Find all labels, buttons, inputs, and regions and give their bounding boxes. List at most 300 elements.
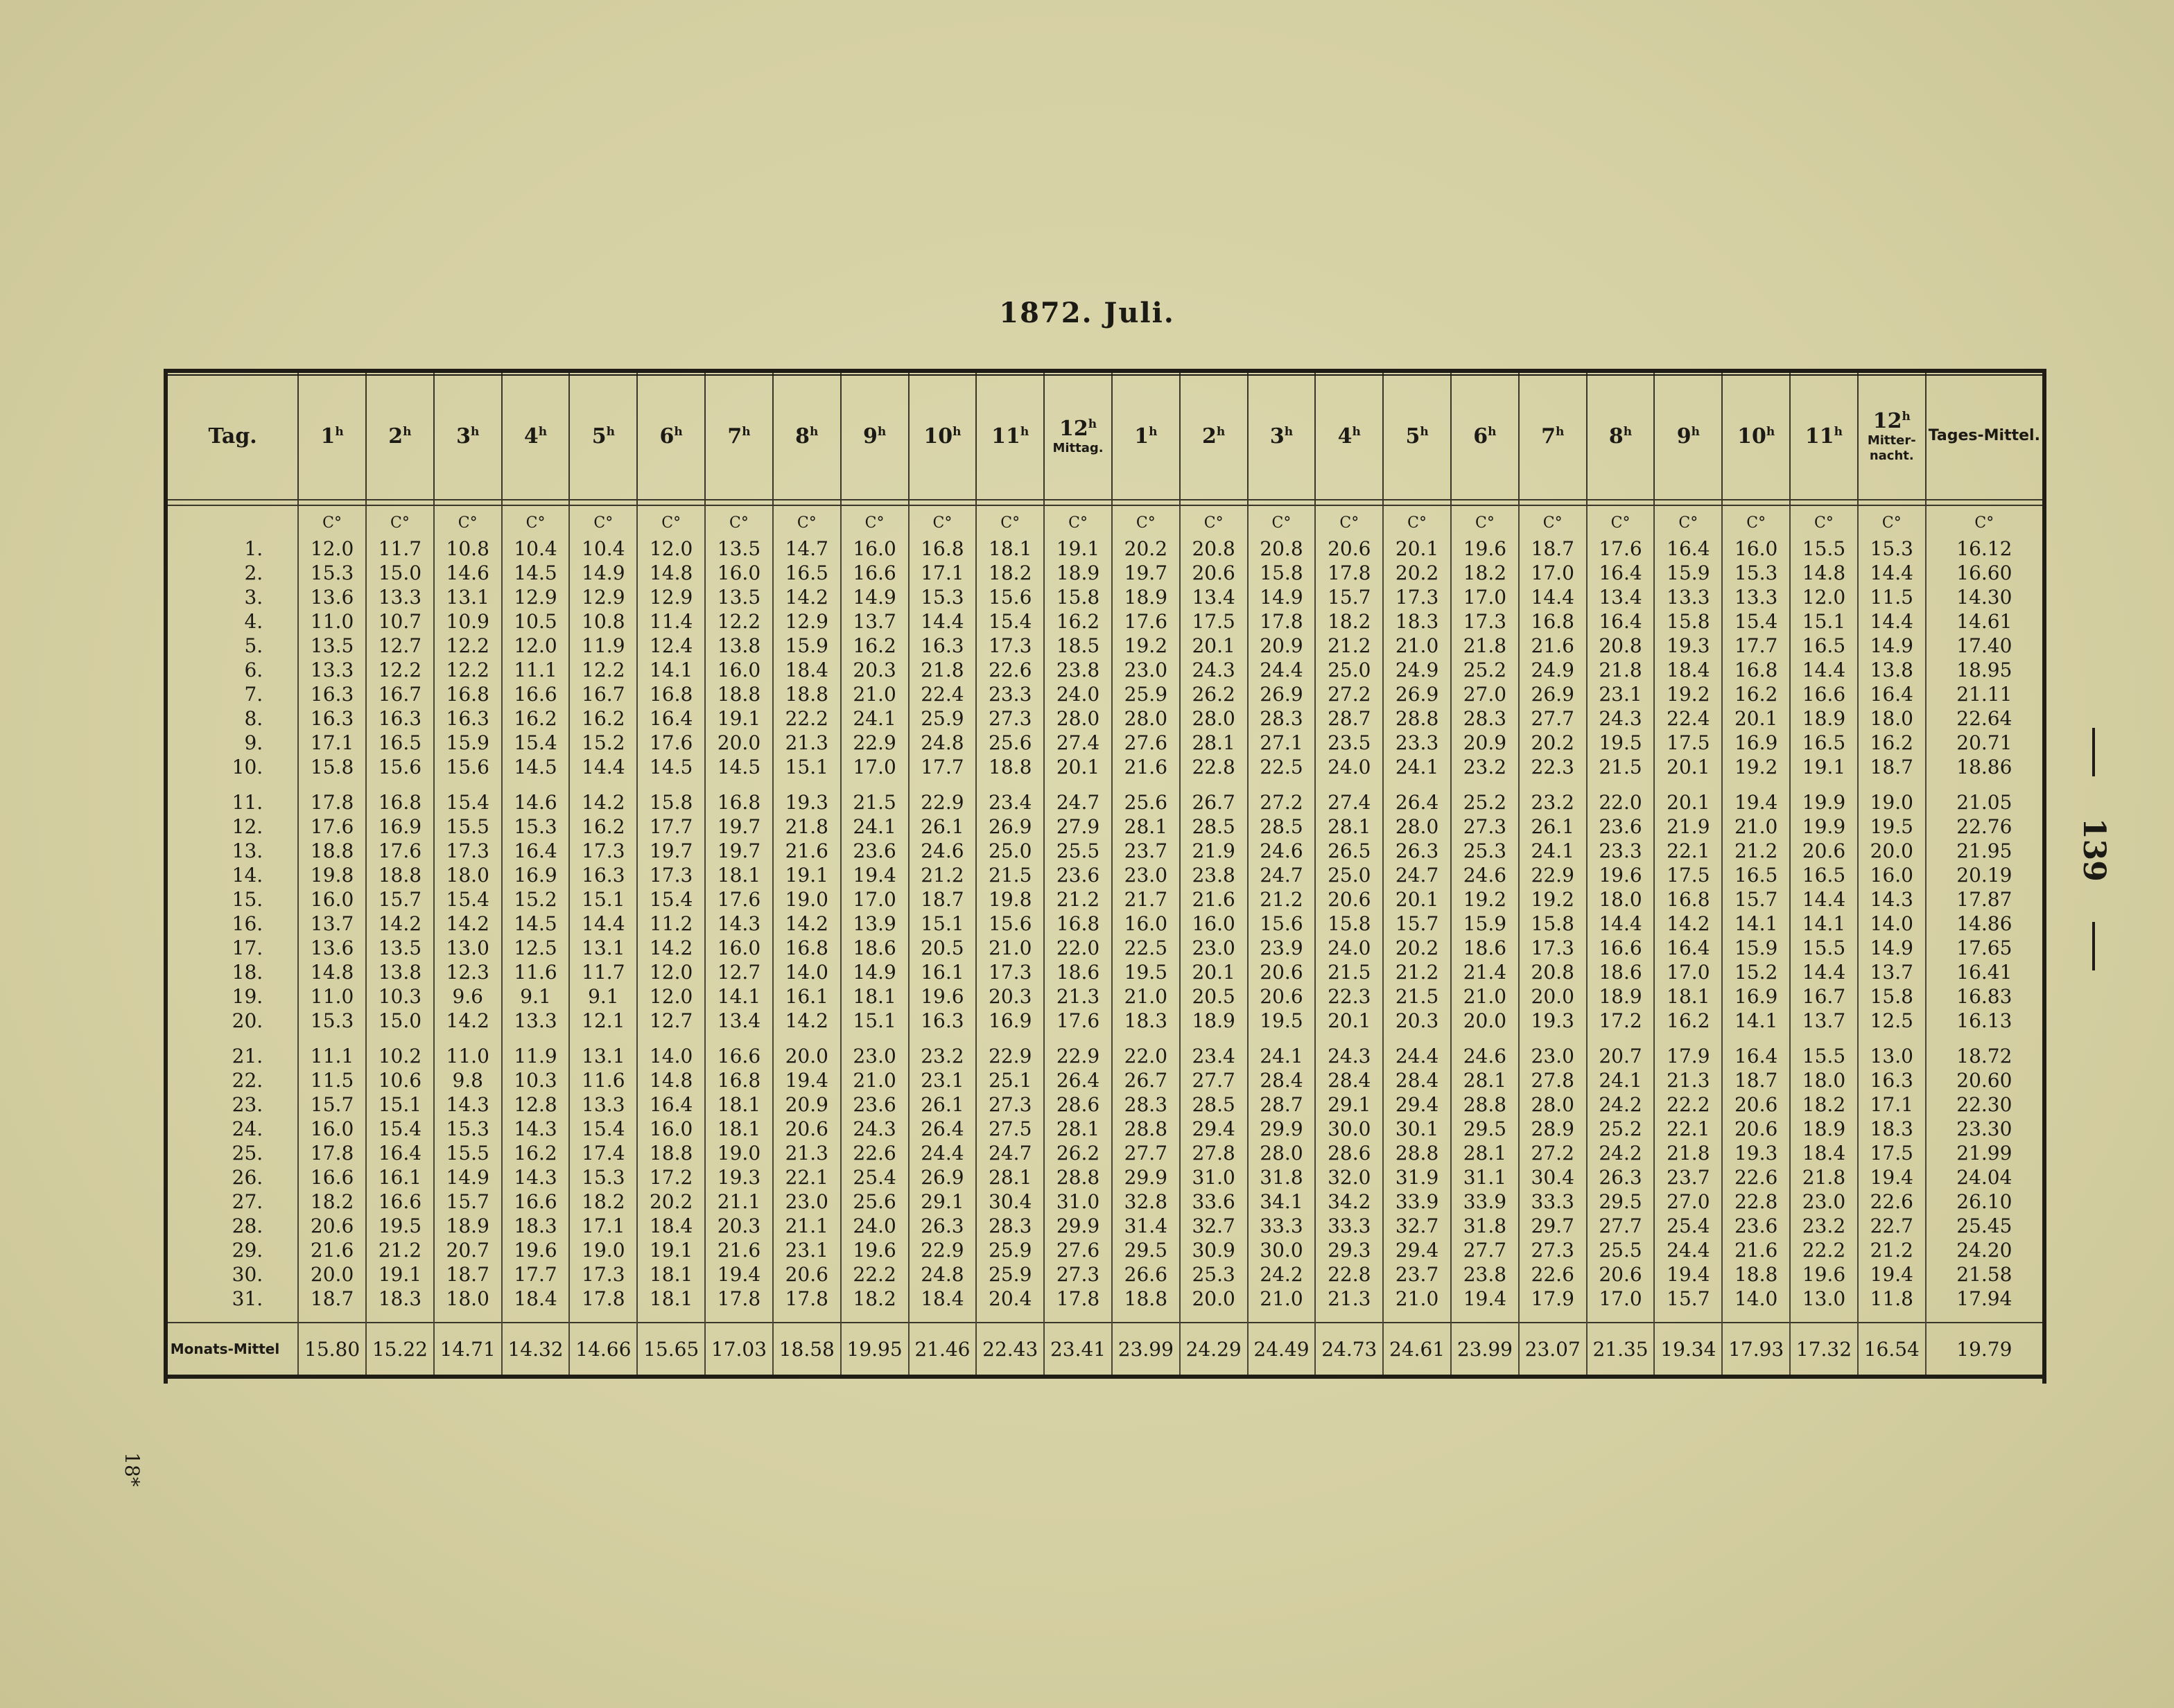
temperature-cell: 10.9 — [434, 609, 502, 634]
temperature-cell: 22.2 — [1654, 1092, 1722, 1117]
daily-mean-cell: 22.64 — [1956, 707, 2012, 730]
hour-number: 12 — [1059, 416, 1088, 441]
day-label: 9. — [168, 731, 298, 755]
temperature-cell: 24.4 — [1383, 1044, 1451, 1068]
temperature-cell: 15.7 — [1383, 912, 1451, 936]
daily-mean-cell: 22.76 — [1956, 815, 2012, 838]
temperature-cell: 11.8 — [1858, 1287, 1926, 1311]
temperature-cell: 16.5 — [1790, 634, 1858, 658]
temperature-cell: 12.0 — [1790, 585, 1858, 609]
temperature-cell: 14.5 — [502, 912, 570, 936]
temperature-cell: 15.1 — [841, 1009, 909, 1033]
temperature-cell: 23.5 — [1315, 731, 1383, 755]
monthly-mean-cell: 18.58 — [773, 1323, 841, 1377]
temperature-cell: 20.0 — [1451, 1009, 1519, 1033]
header-hour-17 — [1383, 373, 1451, 500]
daily-mean-cell: 16.83 — [1956, 985, 2012, 1008]
unit-label: C° — [705, 505, 773, 537]
table-row — [168, 755, 2042, 779]
hour-suffix: h — [1284, 424, 1294, 439]
temperature-cell: 18.2 — [1315, 609, 1383, 634]
temperature-cell: 15.4 — [1722, 609, 1790, 634]
temperature-cell: 17.6 — [637, 731, 705, 755]
temperature-cell: 22.5 — [1248, 755, 1316, 779]
temperature-cell: 23.0 — [1790, 1190, 1858, 1214]
temperature-cell: 31.4 — [1112, 1214, 1180, 1238]
temperature-cell: 28.8 — [1044, 1165, 1112, 1190]
temperature-cell: 23.3 — [976, 682, 1044, 706]
monthly-mean-cell: 23.41 — [1044, 1323, 1112, 1377]
temperature-cell: 16.9 — [502, 863, 570, 887]
temperature-cell: 18.2 — [976, 561, 1044, 585]
temperature-cell: 14.5 — [502, 755, 570, 779]
temperature-cell: 12.4 — [637, 634, 705, 658]
monthly-mean-cell: 24.49 — [1248, 1323, 1316, 1377]
daily-mean-cell: 14.61 — [1956, 610, 2012, 633]
temperature-cell: 19.1 — [1044, 537, 1112, 561]
temperature-cell: 13.1 — [434, 585, 502, 609]
temperature-cell: 28.8 — [1383, 1141, 1451, 1165]
header-hour-4 — [502, 373, 570, 500]
temperature-cell: 12.2 — [366, 658, 434, 682]
temperature-cell: 14.3 — [1858, 887, 1926, 912]
temperature-cell: 23.6 — [841, 839, 909, 863]
temperature-cell: 13.4 — [1587, 585, 1655, 609]
temperature-cell: 13.3 — [569, 1092, 637, 1117]
temperature-cell: 18.1 — [1654, 984, 1722, 1009]
temperature-cell: 18.8 — [773, 682, 841, 706]
temperature-cell: 16.0 — [705, 658, 773, 682]
temperature-cell: 17.2 — [1587, 1009, 1655, 1033]
temperature-cell: 11.7 — [569, 960, 637, 984]
temperature-cell: 24.2 — [1587, 1092, 1655, 1117]
temperature-cell: 17.7 — [502, 1262, 570, 1287]
hour-suffix: h — [953, 424, 962, 439]
temperature-cell: 15.9 — [1722, 936, 1790, 960]
temperature-cell: 22.9 — [909, 790, 977, 814]
temperature-cell: 18.4 — [637, 1214, 705, 1238]
temperature-cell: 15.3 — [1858, 537, 1926, 561]
temperature-cell: 22.0 — [1112, 1044, 1180, 1068]
table-row — [168, 1092, 2042, 1117]
temperature-cell: 13.1 — [569, 936, 637, 960]
temperature-cell: 10.7 — [366, 609, 434, 634]
temperature-cell: 13.8 — [1858, 658, 1926, 682]
temperature-cell: 12.2 — [705, 609, 773, 634]
temperature-cell: 14.2 — [773, 585, 841, 609]
temperature-cell: 26.9 — [909, 1165, 977, 1190]
temperature-cell: 22.1 — [773, 1165, 841, 1190]
unit-label: C° — [909, 505, 977, 537]
temperature-cell: 21.5 — [1315, 960, 1383, 984]
temperature-cell: 33.9 — [1451, 1190, 1519, 1214]
temperature-cell: 15.6 — [434, 755, 502, 779]
temperature-cell: 15.9 — [1451, 912, 1519, 936]
temperature-cell: 18.3 — [502, 1214, 570, 1238]
temperature-cell: 14.3 — [502, 1117, 570, 1141]
temperature-cell: 26.3 — [1587, 1165, 1655, 1190]
header-hour-3 — [434, 373, 502, 500]
hour-suffix: h — [1766, 424, 1775, 439]
temperature-cell: 15.4 — [434, 790, 502, 814]
temperature-cell: 23.2 — [909, 1044, 977, 1068]
hour-suffix: h — [1088, 417, 1097, 431]
monthly-mean-cell: 15.22 — [366, 1323, 434, 1377]
temperature-cell: 24.6 — [1451, 1044, 1519, 1068]
temperature-cell: 17.6 — [1587, 537, 1655, 561]
temperature-cell: 14.9 — [1858, 936, 1926, 960]
temperature-cell: 20.6 — [1790, 839, 1858, 863]
temperature-cell: 14.6 — [502, 790, 570, 814]
header-hour-20 — [1587, 373, 1655, 500]
unit-label: C° — [1974, 514, 1994, 532]
temperature-cell: 16.8 — [637, 682, 705, 706]
day-label: 19. — [168, 984, 298, 1009]
temperature-cell: 17.6 — [705, 887, 773, 912]
temperature-cell: 23.3 — [1587, 839, 1655, 863]
temperature-cell: 19.2 — [1112, 634, 1180, 658]
page-number-rule-top — [2092, 728, 2095, 776]
temperature-cell: 20.6 — [1248, 960, 1316, 984]
temperature-cell: 22.4 — [1654, 706, 1722, 731]
temperature-cell: 21.5 — [841, 790, 909, 814]
temperature-cell: 34.2 — [1315, 1190, 1383, 1214]
temperature-cell: 19.4 — [1451, 1287, 1519, 1311]
temperature-cell: 19.8 — [976, 887, 1044, 912]
temperature-cell: 18.7 — [909, 887, 977, 912]
temperature-cell: 24.7 — [976, 1141, 1044, 1165]
unit-label: C° — [1790, 505, 1858, 537]
temperature-cell: 20.6 — [1722, 1092, 1790, 1117]
monthly-mean-cell: 24.61 — [1383, 1323, 1451, 1377]
temperature-cell: 18.6 — [1451, 936, 1519, 960]
hour-number: 12 — [1872, 408, 1902, 433]
temperature-cell: 19.6 — [909, 984, 977, 1009]
daily-mean-cell: 20.19 — [1956, 864, 2012, 887]
temperature-cell: 20.9 — [773, 1092, 841, 1117]
temperature-cell: 16.3 — [366, 706, 434, 731]
temperature-cell: 28.8 — [1383, 706, 1451, 731]
temperature-cell: 15.1 — [773, 755, 841, 779]
temperature-cell: 30.4 — [1519, 1165, 1587, 1190]
temperature-cell: 22.6 — [1722, 1165, 1790, 1190]
temperature-cell: 19.7 — [637, 839, 705, 863]
temperature-cell: 22.8 — [1315, 1262, 1383, 1287]
temperature-cell: 27.7 — [1180, 1068, 1248, 1092]
temperature-cell: 12.7 — [366, 634, 434, 658]
temperature-cell: 18.1 — [705, 1117, 773, 1141]
temperature-cell: 15.8 — [1858, 984, 1926, 1009]
unit-label: C° — [1519, 505, 1587, 537]
temperature-cell: 27.7 — [1587, 1214, 1655, 1238]
temperature-cell: 31.9 — [1383, 1165, 1451, 1190]
temperature-cell: 21.6 — [1519, 634, 1587, 658]
temperature-cell: 19.3 — [1519, 1009, 1587, 1033]
temperature-cell: 21.8 — [909, 658, 977, 682]
temperature-cell: 20.1 — [1654, 755, 1722, 779]
temperature-cell: 21.6 — [1722, 1238, 1790, 1262]
temperature-cell: 20.6 — [1587, 1262, 1655, 1287]
temperature-cell: 17.7 — [1722, 634, 1790, 658]
temperature-cell: 17.8 — [1315, 561, 1383, 585]
temperature-cell: 14.9 — [1248, 585, 1316, 609]
temperature-cell: 22.2 — [773, 706, 841, 731]
unit-label: C° — [1858, 505, 1926, 537]
temperature-cell: 22.9 — [1519, 863, 1587, 887]
hour-suffix: h — [1420, 424, 1429, 439]
temperature-cell: 22.5 — [1112, 936, 1180, 960]
temperature-cell: 18.1 — [705, 1092, 773, 1117]
temperature-cell: 16.2 — [1858, 731, 1926, 755]
temperature-cell: 29.9 — [1112, 1165, 1180, 1190]
temperature-cell: 11.6 — [569, 1068, 637, 1092]
temperature-cell: 16.3 — [569, 863, 637, 887]
temperature-cell: 14.9 — [1858, 634, 1926, 658]
temperature-cell: 18.0 — [1858, 706, 1926, 731]
temperature-cell: 11.2 — [637, 912, 705, 936]
monthly-mean-cell: 17.93 — [1722, 1323, 1790, 1377]
temperature-cell: 17.8 — [298, 790, 366, 814]
unit-label: C° — [841, 505, 909, 537]
temperature-cell: 15.1 — [909, 912, 977, 936]
temperature-cell: 12.8 — [502, 1092, 570, 1117]
temperature-cell: 18.9 — [1112, 585, 1180, 609]
hour-suffix: h — [606, 424, 615, 439]
temperature-cell: 28.1 — [1044, 1117, 1112, 1141]
temperature-cell: 14.9 — [841, 960, 909, 984]
temperature-cell: 15.3 — [502, 814, 570, 839]
temperature-cell: 17.8 — [1044, 1287, 1112, 1311]
temperature-cell: 31.0 — [1044, 1190, 1112, 1214]
temperature-cell: 27.8 — [1519, 1068, 1587, 1092]
temperature-cell: 12.2 — [569, 658, 637, 682]
temperature-cell: 16.2 — [1722, 682, 1790, 706]
temperature-cell: 17.3 — [569, 839, 637, 863]
temperature-cell: 23.0 — [1112, 658, 1180, 682]
hour-suffix: h — [1149, 424, 1158, 439]
temperature-cell: 22.6 — [841, 1141, 909, 1165]
temperature-cell: 20.1 — [1722, 706, 1790, 731]
temperature-cell: 21.0 — [841, 682, 909, 706]
row-group-gap — [168, 1033, 2042, 1044]
page-title: 1872. Juli. — [999, 297, 1175, 329]
temperature-cell: 31.8 — [1451, 1214, 1519, 1238]
temperature-cell: 21.5 — [976, 863, 1044, 887]
temperature-cell: 25.4 — [1654, 1214, 1722, 1238]
temperature-cell: 28.0 — [1044, 706, 1112, 731]
temperature-cell: 16.5 — [1722, 863, 1790, 887]
hour-suffix: h — [1216, 424, 1226, 439]
temperature-cell: 15.7 — [434, 1190, 502, 1214]
temperature-cell: 14.4 — [569, 912, 637, 936]
unit-label: C° — [976, 505, 1044, 537]
temperature-cell: 24.3 — [1315, 1044, 1383, 1068]
temperature-cell: 27.3 — [976, 1092, 1044, 1117]
temperature-cell: 24.1 — [841, 706, 909, 731]
temperature-cell: 20.1 — [1180, 960, 1248, 984]
temperature-cell: 16.2 — [569, 814, 637, 839]
temperature-cell: 12.9 — [502, 585, 570, 609]
temperature-cell: 19.4 — [1858, 1165, 1926, 1190]
temperature-cell: 16.4 — [637, 706, 705, 731]
temperature-cell: 16.9 — [366, 814, 434, 839]
temperature-cell: 16.9 — [1722, 731, 1790, 755]
header-hour-1 — [298, 373, 366, 500]
header-hour-11 — [976, 373, 1044, 500]
temperature-cell: 18.6 — [1044, 960, 1112, 984]
temperature-cell: 19.3 — [1654, 634, 1722, 658]
temperature-cell: 18.9 — [1790, 706, 1858, 731]
temperature-cell: 26.9 — [976, 814, 1044, 839]
day-label: 20. — [168, 1009, 298, 1033]
temperature-cell: 14.0 — [1858, 912, 1926, 936]
unit-label: C° — [1383, 505, 1451, 537]
temperature-cell: 30.1 — [1383, 1117, 1451, 1141]
temperature-cell: 15.3 — [298, 561, 366, 585]
hour-number: 4 — [523, 424, 539, 448]
temperature-cell: 13.6 — [298, 585, 366, 609]
temperature-cell: 25.0 — [1315, 658, 1383, 682]
unit-row — [168, 505, 2042, 537]
temperature-cell: 16.6 — [1790, 682, 1858, 706]
header-hour-8 — [773, 373, 841, 500]
row-group-gap — [168, 779, 2042, 790]
temperature-cell: 15.4 — [434, 887, 502, 912]
temperature-cell: 19.1 — [366, 1262, 434, 1287]
temperature-cell: 16.1 — [773, 984, 841, 1009]
temperature-cell: 25.3 — [1180, 1262, 1248, 1287]
temperature-cell: 14.2 — [434, 1009, 502, 1033]
temperature-cell: 16.5 — [773, 561, 841, 585]
temperature-cell: 21.6 — [705, 1238, 773, 1262]
temperature-cell: 14.2 — [1654, 912, 1722, 936]
temperature-cell: 21.6 — [1112, 755, 1180, 779]
daily-mean-cell: 21.58 — [1956, 1263, 2012, 1286]
temperature-cell: 18.3 — [1112, 1009, 1180, 1033]
temperature-cell: 19.6 — [502, 1238, 570, 1262]
temperature-cell: 16.9 — [976, 1009, 1044, 1033]
temperature-cell: 15.5 — [1790, 1044, 1858, 1068]
temperature-cell: 14.4 — [1519, 585, 1587, 609]
temperature-cell: 15.4 — [569, 1117, 637, 1141]
temperature-cell: 29.1 — [1315, 1092, 1383, 1117]
temperature-cell: 19.7 — [705, 814, 773, 839]
temperature-cell: 17.4 — [569, 1141, 637, 1165]
temperature-cell: 18.9 — [1587, 984, 1655, 1009]
temperature-cell: 14.4 — [1587, 912, 1655, 936]
temperature-cell: 10.5 — [502, 609, 570, 634]
temperature-cell: 13.5 — [366, 936, 434, 960]
temperature-cell: 28.1 — [1112, 814, 1180, 839]
unit-label: C° — [434, 505, 502, 537]
temperature-cell: 17.3 — [434, 839, 502, 863]
temperature-cell: 13.7 — [1790, 1009, 1858, 1033]
temperature-cell: 16.3 — [909, 634, 977, 658]
temperature-cell: 14.5 — [637, 755, 705, 779]
header-hour-5 — [569, 373, 637, 500]
temperature-cell: 12.0 — [637, 984, 705, 1009]
temperature-cell: 28.5 — [1248, 814, 1316, 839]
temperature-cell: 23.1 — [1587, 682, 1655, 706]
temperature-cell: 20.6 — [773, 1117, 841, 1141]
temperature-cell: 14.2 — [773, 912, 841, 936]
temperature-cell: 31.8 — [1248, 1165, 1316, 1190]
table-row — [168, 1165, 2042, 1190]
temperature-cell: 16.8 — [434, 682, 502, 706]
temperature-cell: 21.7 — [1112, 887, 1180, 912]
temperature-cell: 21.5 — [1383, 984, 1451, 1009]
monthly-mean-cell: 23.07 — [1519, 1323, 1587, 1377]
temperature-cell: 28.3 — [1451, 706, 1519, 731]
temperature-cell: 9.8 — [434, 1068, 502, 1092]
day-label: 25. — [168, 1141, 298, 1165]
temperature-cell: 20.3 — [841, 658, 909, 682]
temperature-cell: 30.0 — [1315, 1117, 1383, 1141]
temperature-cell: 28.7 — [1315, 706, 1383, 731]
header-hour-14 — [1180, 373, 1248, 500]
table-row — [168, 960, 2042, 984]
temperature-cell: 16.0 — [1858, 863, 1926, 887]
hour-number: 7 — [1541, 424, 1556, 448]
temperature-cell: 16.8 — [1519, 609, 1587, 634]
temperature-cell: 17.6 — [1044, 1009, 1112, 1033]
unit-label: C° — [569, 505, 637, 537]
daily-mean-cell: 21.95 — [1956, 839, 2012, 862]
temperature-cell: 23.4 — [976, 790, 1044, 814]
temperature-cell: 22.6 — [1519, 1262, 1587, 1287]
temperature-cell: 27.7 — [1112, 1141, 1180, 1165]
temperature-cell: 16.8 — [1722, 658, 1790, 682]
temperature-cell: 16.8 — [1044, 912, 1112, 936]
temperature-cell: 18.0 — [434, 1287, 502, 1311]
temperature-cell: 15.6 — [976, 585, 1044, 609]
temperature-cell: 15.9 — [434, 731, 502, 755]
temperature-cell: 19.5 — [1112, 960, 1180, 984]
temperature-cell: 28.4 — [1383, 1068, 1451, 1092]
temperature-cell: 29.9 — [1248, 1117, 1316, 1141]
temperature-cell: 19.5 — [1858, 814, 1926, 839]
temperature-cell: 11.7 — [366, 537, 434, 561]
temperature-cell: 29.5 — [1112, 1238, 1180, 1262]
temperature-cell: 34.1 — [1248, 1190, 1316, 1214]
temperature-cell: 14.1 — [637, 658, 705, 682]
temperature-cell: 21.3 — [1315, 1287, 1383, 1311]
temperature-cell: 20.6 — [1180, 561, 1248, 585]
temperature-cell: 26.4 — [909, 1117, 977, 1141]
temperature-cell: 16.3 — [1858, 1068, 1926, 1092]
temperature-cell: 16.9 — [1722, 984, 1790, 1009]
unit-label: C° — [1722, 505, 1790, 537]
temperature-cell: 25.0 — [1315, 863, 1383, 887]
temperature-cell: 21.6 — [773, 839, 841, 863]
temperature-cell: 17.3 — [976, 634, 1044, 658]
temperature-cell: 14.7 — [773, 537, 841, 561]
day-label: 27. — [168, 1190, 298, 1214]
temperature-cell: 28.3 — [1248, 706, 1316, 731]
temperature-cell: 26.4 — [1383, 790, 1451, 814]
temperature-cell: 16.0 — [637, 1117, 705, 1141]
temperature-cell: 10.3 — [502, 1068, 570, 1092]
temperature-cell: 10.4 — [569, 537, 637, 561]
temperature-cell: 17.0 — [841, 755, 909, 779]
temperature-cell: 13.0 — [1790, 1287, 1858, 1311]
temperature-cell: 16.4 — [1654, 537, 1722, 561]
temperature-cell: 11.0 — [434, 1044, 502, 1068]
temperature-cell: 24.4 — [1248, 658, 1316, 682]
daily-mean-cell: 17.87 — [1956, 888, 2012, 911]
temperature-cell: 15.6 — [1248, 912, 1316, 936]
unit-label: C° — [1248, 505, 1316, 537]
